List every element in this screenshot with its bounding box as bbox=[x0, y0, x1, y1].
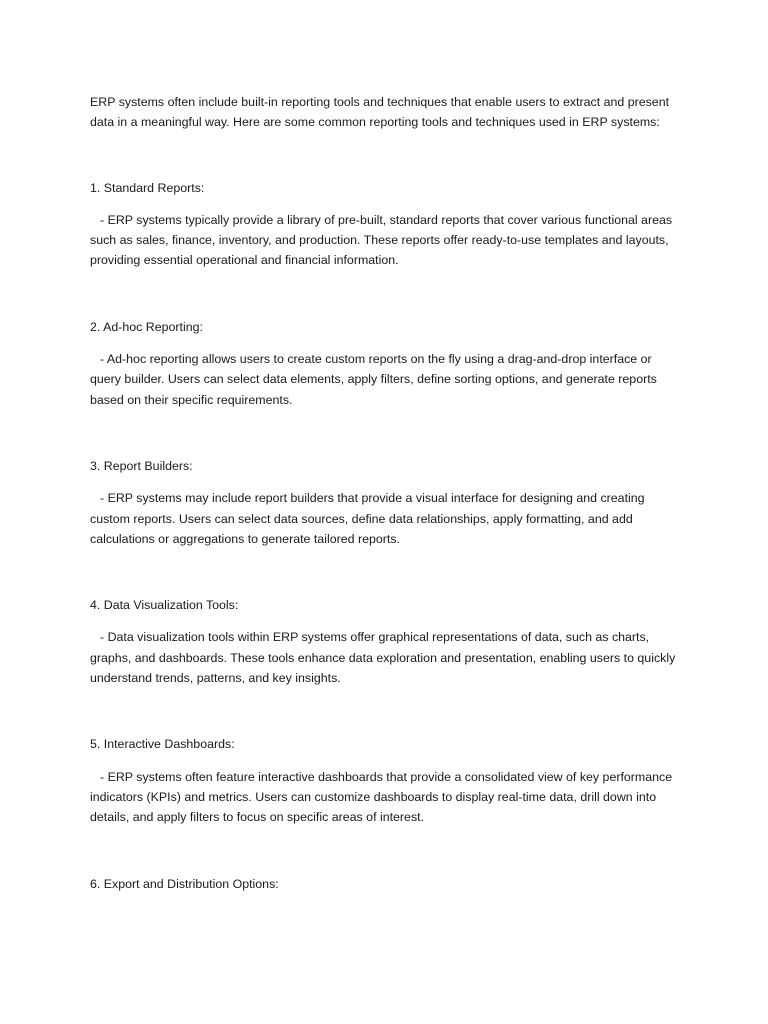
section-body: - ERP systems may include report builders that provide a visual interface for designing and creating custom reports. Users can select data sources, define data relationships, apply formatting, and add calculations or aggregations to generate tailored reports. bbox=[90, 491, 645, 546]
section-body: - Data visualization tools within ERP systems offer graphical representations of data, such as charts, graphs, and dashboards. These tools enhance data exploration and presentation, enabling users to quickly understand trends, patterns, and key insights. bbox=[90, 630, 676, 686]
section-interactive-dashboards bbox=[90, 734, 680, 827]
intro-paragraph: ERP systems often include built-in reporting tools and techniques that enable users to extract and present data in a meaningful way. Here are some common reporting tools and techniques used in ERP systems: bbox=[90, 95, 670, 130]
section-heading: 5. Interactive Dashboards: bbox=[90, 737, 235, 752]
section-body: - ERP systems typically provide a library of pre-built, standard reports that cover various functional areas such as sales, finance, inventory, and production. These reports offer ready-to-use templates and layouts, providing essential operational and financial information. bbox=[90, 212, 673, 268]
section-heading: 1. Standard Reports: bbox=[90, 180, 205, 195]
section-heading: 4. Data Visualization Tools: bbox=[90, 598, 239, 613]
section-standard-reports bbox=[90, 178, 680, 271]
section-body: - ERP systems often feature interactive dashboards that provide a consolidated view of key performance indicators (KPIs) and metrics. Users can customize dashboards to display real-time data, drill down into details, and apply filters to focus on specific areas of interest. bbox=[90, 769, 673, 825]
section-ad-hoc-reporting bbox=[90, 317, 680, 410]
section-export-distribution-options bbox=[90, 874, 680, 894]
section-body: - Ad-hoc reporting allows users to create custom reports on the fly using a drag-and-drop interface or query builder. Users can select data elements, apply filters, define sorting options, and generate reports based on their specific requirements. bbox=[90, 352, 657, 407]
document-body bbox=[90, 92, 680, 906]
section-heading: 3. Report Builders: bbox=[90, 458, 193, 473]
section-report-builders bbox=[90, 456, 680, 549]
section-data-visualization-tools bbox=[90, 595, 680, 688]
section-heading: 2. Ad-hoc Reporting: bbox=[90, 319, 203, 334]
section-heading: 6. Export and Distribution Options: bbox=[90, 876, 279, 891]
